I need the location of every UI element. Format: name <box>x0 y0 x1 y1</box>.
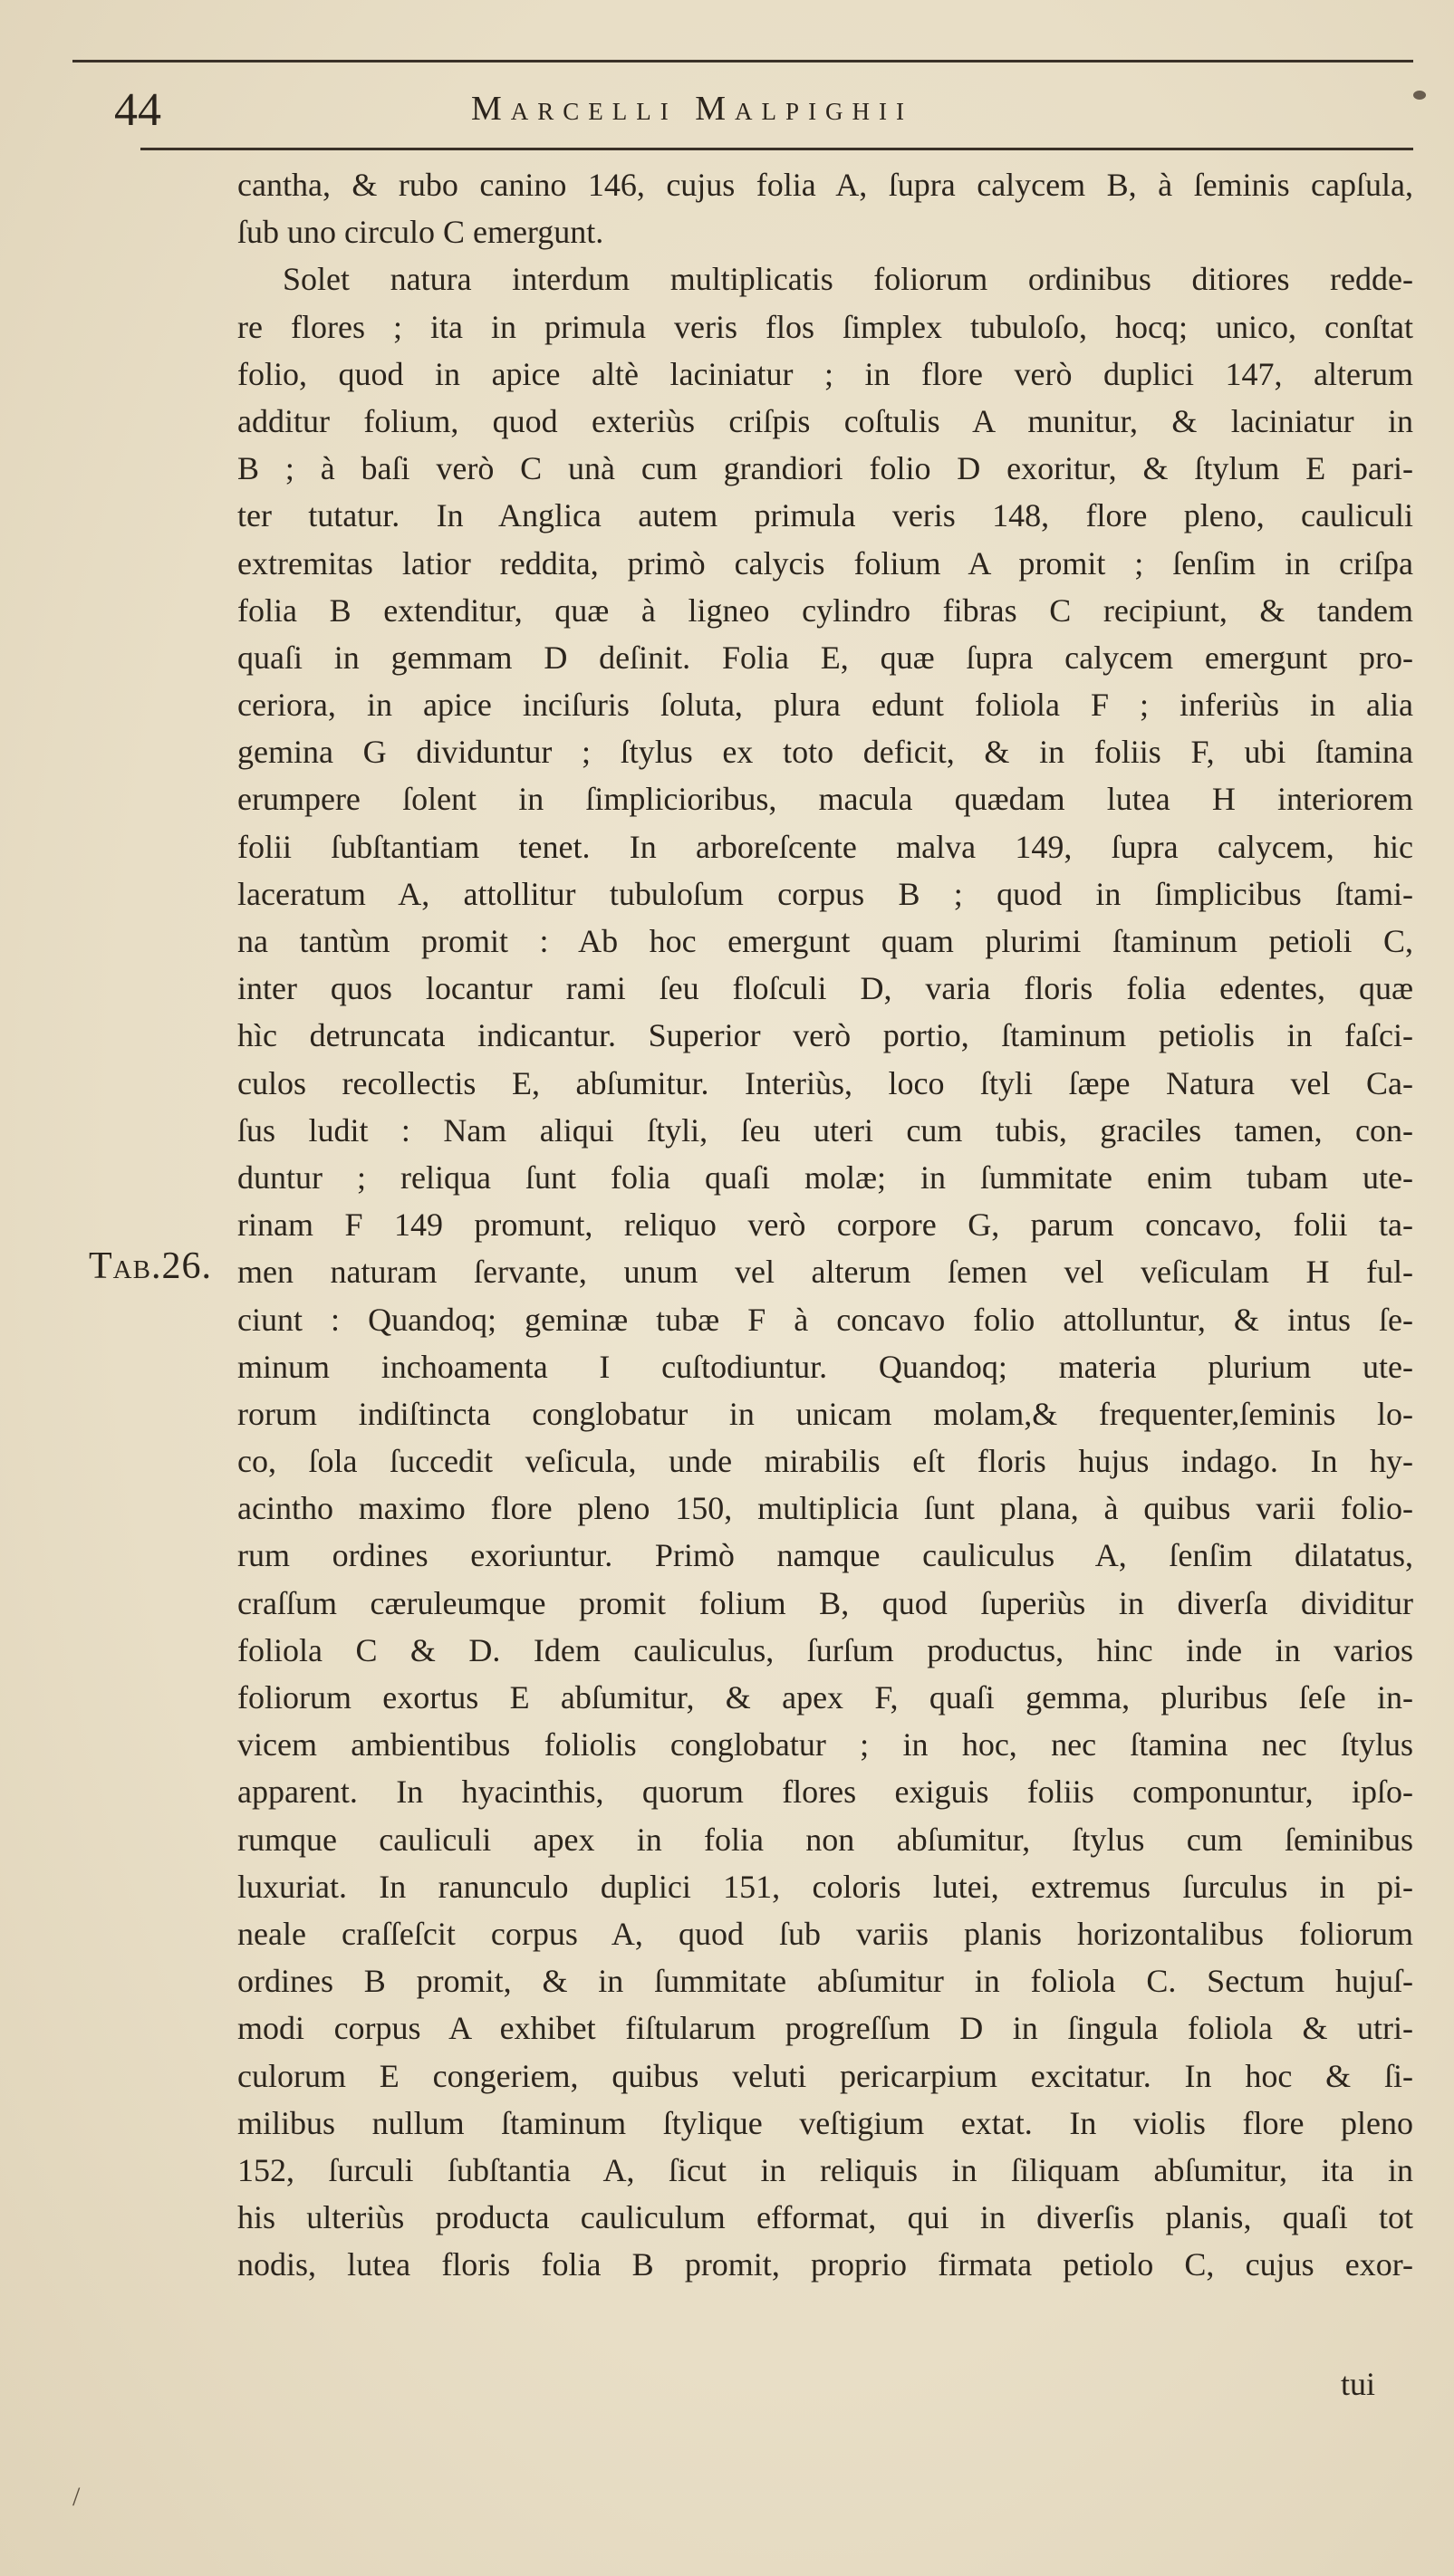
text-line: 152, ſurculi ſubſtantia A, ſicut in reliquis in ſiliquam abſumitur, ita in <box>237 2151 1413 2188</box>
text-line: hìc detruncata indicantur. Superior verò portio, ſtaminum petiolis in faſci- <box>237 1017 1413 1054</box>
text-line: foliola C & D. Idem cauliculus, ſurſum productus, hinc inde in varios <box>237 1631 1413 1668</box>
text-line: milibus nullum ſtaminum ſtylique veſtigium extat. In violis flore pleno <box>237 2104 1413 2141</box>
margin-note-table-reference: Tab.26. <box>89 1245 212 1287</box>
text-line: additur folium, quod exteriùs criſpis coſtulis A munitur, & laciniatur in <box>237 402 1413 439</box>
text-line: men naturam ſervante, unum vel alterum ſemen vel veſiculam H ful- <box>237 1254 1413 1291</box>
text-line: nodis, lutea floris folia B promit, proprio firmata petiolo C, cujus exor- <box>237 2246 1413 2283</box>
text-line: rumque cauliculi apex in folia non abſumitur, ſtylus cum ſeminibus <box>237 1821 1413 1858</box>
text-line: culorum E congeriem, quibus veluti pericarpium excitatur. In hoc & ſi- <box>237 2057 1413 2094</box>
text-line: rum ordines exoriuntur. Primò namque cauliculus A, ſenſim dilatatus, <box>237 1537 1413 1574</box>
text-line: folio, quod in apice altè laciniatur ; in flore verò duplici 147, alterum <box>237 355 1413 392</box>
text-line: folia B extenditur, quæ à ligneo cylindro fibras C recipiunt, & tandem <box>237 591 1413 629</box>
text-line: minum inchoamenta I cuſtodiuntur. Quandoq; materia plurium ute- <box>237 1348 1413 1385</box>
text-line: modi corpus A exhibet fiſtularum progreſſum D in ſingula foliola & utri- <box>237 2010 1413 2047</box>
text-line: his ulteriùs producta cauliculum efformat, qui in diverſis planis, quaſi tot <box>237 2199 1413 2236</box>
text-line: luxuriat. In ranunculo duplici 151, coloris lutei, extremus ſurculus in pi- <box>237 1868 1413 1905</box>
stray-mark: / <box>72 2482 81 2512</box>
text-line: folii ſubſtantiam tenet. In arboreſcente malva 149, ſupra calycem, hic <box>237 828 1413 865</box>
text-line: erumpere ſolent in ſimplicioribus, macula quædam lutea H interiorem <box>237 781 1413 818</box>
page-number: 44 <box>114 84 161 136</box>
text-line: quaſi in gemmam D deſinit. Folia E, quæ ſupra calycem emergunt pro- <box>237 639 1413 676</box>
text-line: ceriora, in apice inciſuris ſoluta, plura edunt foliola F ; inferiùs in alia <box>237 687 1413 724</box>
text-line: duntur ; reliqua ſunt folia quaſi molæ; in ſummitate enim tubam ute- <box>237 1158 1413 1196</box>
text-line: Solet natura interdum multiplicatis foliorum ordinibus ditiores redde- <box>283 261 1413 298</box>
text-line: apparent. In hyacinthis, quorum flores exiguis foliis componuntur, ipſo- <box>237 1773 1413 1811</box>
running-head: Marcelli Malpighii <box>471 90 914 128</box>
text-line: inter quos locantur rami ſeu floſculi D, varia floris folia edentes, quæ <box>237 970 1413 1007</box>
body-text <box>237 161 1413 2288</box>
text-line: rinam F 149 promunt, reliquo verò corpore G, parum concavo, folii ta- <box>237 1206 1413 1244</box>
catchword: tui <box>1341 2366 1376 2402</box>
text-line: rorum indiſtincta conglobatur in unicam molam,& frequenter,ſeminis lo- <box>237 1395 1413 1432</box>
text-line: vicem ambientibus foliolis conglobatur ; in hoc, nec ſtamina nec ſtylus <box>237 1726 1413 1764</box>
text-line: culos recollectis E, abſumitur. Interiùs, loco ſtyli ſæpe Natura vel Ca- <box>237 1064 1413 1101</box>
text-line: co, ſola ſuccedit veſicula, unde mirabilis eſt floris hujus indago. In hy- <box>237 1443 1413 1480</box>
text-line: ter tutatur. In Anglica autem primula veris 148, flore pleno, cauliculi <box>237 497 1413 534</box>
text-line: extremitas latior reddita, primò calycis folium A promit ; ſenſim in criſpa <box>237 544 1413 582</box>
header-rule-top <box>72 60 1413 62</box>
text-line: B ; à baſi verò C unà cum grandiori folio D exoritur, & ſtylum E pari- <box>237 450 1413 487</box>
header-rule-bottom <box>140 148 1413 150</box>
text-line: ſub uno circulo C emergunt. <box>237 214 604 251</box>
text-line: ordines B promit, & in ſummitate abſumitur in foliola C. Sectum hujuſ- <box>237 1963 1413 2000</box>
text-line: ſus ludit : Nam aliqui ſtyli, ſeu uteri cum tubis, graciles tamen, con- <box>237 1111 1413 1149</box>
text-line: foliorum exortus E abſumitur, & apex F, quaſi gemma, pluribus ſeſe in- <box>237 1679 1413 1716</box>
text-line: re flores ; ita in primula veris flos ſimplex tubuloſo, hocq; unico, conſtat <box>237 308 1413 345</box>
ink-blot <box>1413 91 1426 100</box>
text-line: cantha, & rubo canino 146, cujus folia A, ſupra calycem B, à ſeminis capſula, <box>237 167 1413 203</box>
text-line: na tantùm promit : Ab hoc emergunt quam plurimi ſtaminum petioli C, <box>237 923 1413 959</box>
text-line: ciunt : Quandoq; geminæ tubæ F à concavo folio attolluntur, & intus ſe- <box>237 1301 1413 1338</box>
text-line: neale craſſeſcit corpus A, quod ſub variis planis horizontalibus foliorum <box>237 1915 1413 1952</box>
text-line: laceratum A, attollitur tubuloſum corpus B ; quod in ſimplicibus ſtami- <box>237 875 1413 912</box>
text-line: gemina G dividuntur ; ſtylus ex toto deficit, & in foliis F, ubi ſtamina <box>237 734 1413 771</box>
text-line: craſſum cæruleumque promit folium B, quod ſuperiùs in diverſa dividitur <box>237 1584 1413 1621</box>
text-line: acintho maximo flore pleno 150, multiplicia ſunt plana, à quibus varii folio- <box>237 1490 1413 1527</box>
